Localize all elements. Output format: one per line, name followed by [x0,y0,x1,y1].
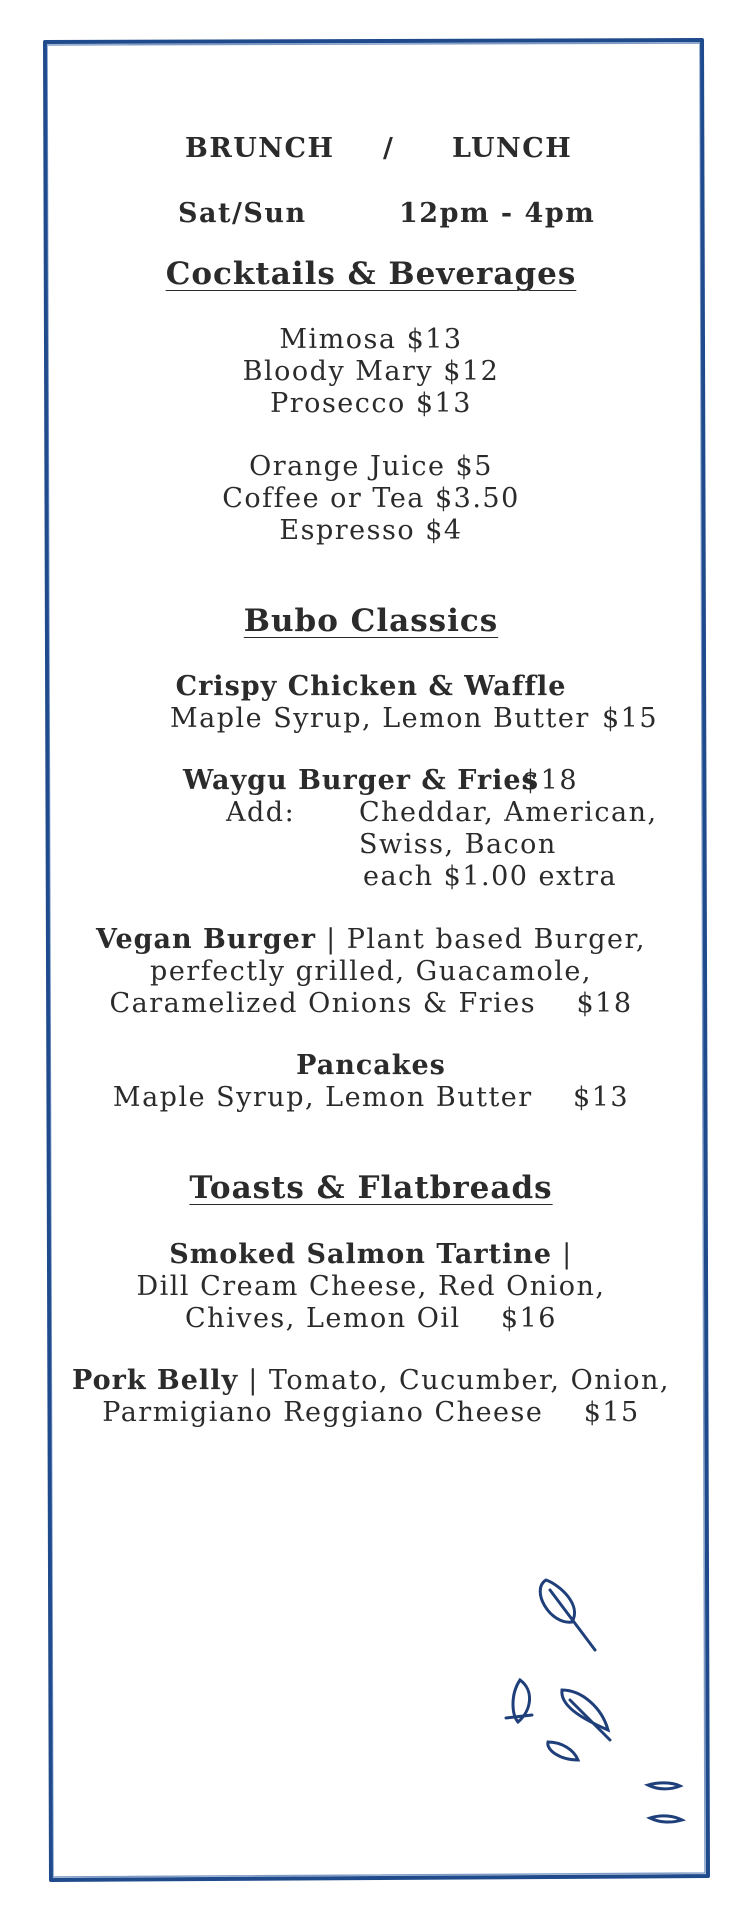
menu-item: Coffee or Tea $3.50 [222,483,520,514]
item-name-chicken: Crispy Chicken & Waffle [175,671,567,702]
item-name-burger: Waygu Burger & Fries [183,765,538,796]
item-desc-vegan-3: Caramelized Onions & Fries $18 [109,988,633,1019]
item-sep-salmon: | [552,1239,573,1270]
leaf-sketch-icons [490,1550,710,1870]
item-desc-pork-2: Parmigiano Reggiano Cheese $15 [102,1397,640,1428]
item-desc-vegan-2: perfectly grilled, Guacamole, [150,956,592,987]
item-name-pancakes: Pancakes [296,1050,446,1081]
item-name-pork: Pork Belly [72,1365,239,1396]
header-slash: / [383,133,395,164]
addon-price: each $1.00 extra [363,861,618,892]
section-title-classics: Bubo Classics [243,603,499,639]
menu-item: Espresso $4 [279,515,463,546]
item-price-burger: $18 [522,765,579,796]
item-price-chicken: $15 [602,703,659,734]
section-title-cocktails: Cocktails & Beverages [165,256,577,292]
addon-line: Swiss, Bacon [359,829,557,860]
brunch-heading: BRUNCH [185,133,335,164]
item-desc-salmon-2: Dill Cream Cheese, Red Onion, [136,1271,606,1302]
item-name-vegan: Vegan Burger [95,924,316,955]
section-title-toasts: Toasts & Flatbreads [189,1170,553,1206]
menu-item: Prosecco $13 [270,388,472,419]
item-salmon-line1 [0,1239,742,1270]
item-desc-salmon-3: Chives, Lemon Oil $16 [185,1303,557,1334]
item-desc-vegan: | Plant based Burger, [316,924,646,955]
addon-line: Cheddar, American, [359,797,658,828]
menu-item: Mimosa $13 [279,324,463,355]
menu-item: Orange Juice $5 [249,451,493,482]
item-desc-pancakes: Maple Syrup, Lemon Butter $13 [112,1082,630,1113]
item-desc-chicken: Maple Syrup, Lemon Butter [170,703,590,734]
days-label: Sat/Sun [178,198,307,229]
item-name-salmon: Smoked Salmon Tartine [169,1239,553,1270]
item-desc-pork: | Tomato, Cucumber, Onion, [238,1365,670,1396]
item-vegan-line1 [0,924,742,955]
item-pork-line1 [0,1365,742,1396]
lunch-heading: LUNCH [452,133,573,164]
hours-label: 12pm - 4pm [399,198,596,229]
addon-label: Add: [226,797,296,828]
menu-item: Bloody Mary $12 [242,356,500,387]
